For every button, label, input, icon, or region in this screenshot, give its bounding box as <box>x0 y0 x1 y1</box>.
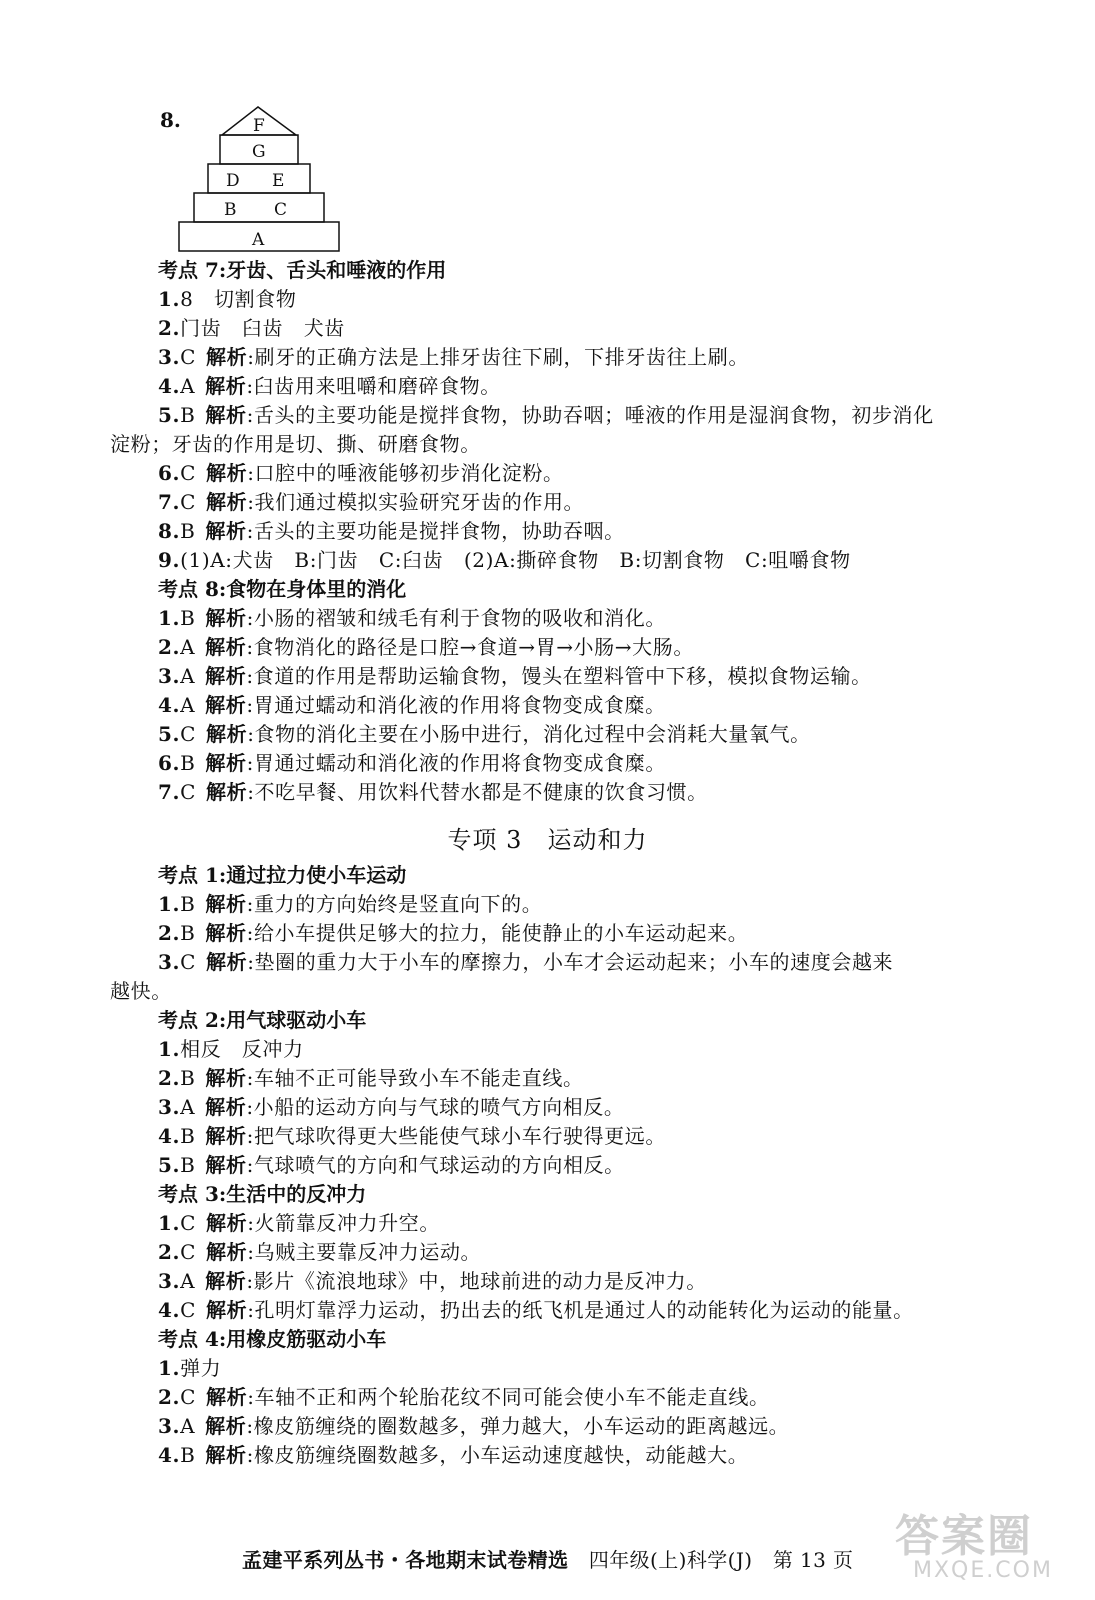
answer-line: 3.A 解析:橡皮筋缠绕的圈数越多，弹力越大，小车运动的距离越远。 <box>158 1414 790 1438</box>
section-heading: 考点 7:牙齿、舌头和唾液的作用 <box>158 258 447 282</box>
answer-line: 6.B 解析:胃通过蠕动和消化液的作用将食物变成食糜。 <box>158 751 666 775</box>
footer-page-number: 第 13 页 <box>772 1548 854 1572</box>
answer-line: 4.A 解析:臼齿用来咀嚼和磨碎食物。 <box>158 374 501 398</box>
footer-grade: 四年级(上)科学(J) <box>588 1548 753 1572</box>
answer-line: 9.(1)A:犬齿 B:门齿 C:臼齿 (2)A:撕碎食物 B:切割食物 C:咀嚼食物 <box>158 548 851 572</box>
section-heading: 考点 2:用气球驱动小车 <box>158 1008 367 1032</box>
answer-continuation: 淀粉；牙齿的作用是切、撕、研磨食物。 <box>110 432 481 456</box>
pyramid-label-b: B <box>224 200 237 220</box>
special-topic-title: 专项 3 运动和力 <box>447 826 648 854</box>
pyramid-label-f: F <box>253 116 265 136</box>
pyramid-row-bc <box>194 193 324 222</box>
answer-line: 3.A 解析:食道的作用是帮助运输食物，馒头在塑料管中下移，模拟食物运输。 <box>158 664 872 688</box>
answer-line: 3.A 解析:影片《流浪地球》中，地球前进的动力是反冲力。 <box>158 1269 707 1293</box>
answer-line: 3.C 解析:垫圈的重力大于小车的摩擦力，小车才会运动起来；小车的速度会越来 <box>158 950 894 974</box>
answer-line: 4.B 解析:橡皮筋缠绕圈数越多，小车运动速度越快，动能越大。 <box>158 1443 749 1467</box>
section-heading: 考点 1:通过拉力使小车运动 <box>158 863 407 887</box>
answer-line: 5.B 解析:气球喷气的方向和气球运动的方向相反。 <box>158 1153 625 1177</box>
answer-line: 4.B 解析:把气球吹得更大些能使气球小车行驶得更远。 <box>158 1124 666 1148</box>
pyramid-label-g: G <box>252 142 266 162</box>
answer-line: 6.C 解析:口腔中的唾液能够初步消化淀粉。 <box>158 461 564 485</box>
answer-line: 7.C 解析:我们通过模拟实验研究牙齿的作用。 <box>158 490 585 514</box>
answer-line: 1.相反 反冲力 <box>158 1037 304 1061</box>
answer-line: 3.A 解析:小船的运动方向与气球的喷气方向相反。 <box>158 1095 625 1119</box>
question-8-number: 8. <box>160 108 181 132</box>
answer-line: 2.A 解析:食物消化的路径是口腔→食道→胃→小肠→大肠。 <box>158 635 694 659</box>
answer-line: 1.B 解析:小肠的褶皱和绒毛有利于食物的吸收和消化。 <box>158 606 666 630</box>
pyramid-diagram <box>178 105 340 253</box>
answer-line: 1.C 解析:火箭靠反冲力升空。 <box>158 1211 440 1235</box>
answer-continuation: 越快。 <box>110 979 172 1003</box>
answer-line: 1.B 解析:重力的方向始终是竖直向下的。 <box>158 892 543 916</box>
answer-line: 2.C 解析:车轴不正和两个轮胎花纹不同可能会使小车不能走直线。 <box>158 1385 770 1409</box>
pyramid-row-de <box>208 164 310 193</box>
section-heading: 考点 4:用橡皮筋驱动小车 <box>158 1327 387 1351</box>
watermark-text: 答案圈 <box>895 1511 1033 1562</box>
pyramid-label-d: D <box>226 171 240 191</box>
section-heading: 考点 3:生活中的反冲力 <box>158 1182 367 1206</box>
footer-brand: 孟建平系列丛书・各地期末试卷精选 <box>242 1548 569 1572</box>
pyramid-label-a: A <box>252 230 265 250</box>
answer-line: 5.C 解析:食物的消化主要在小肠中进行，消化过程中会消耗大量氧气。 <box>158 722 811 746</box>
answer-line: 2.C 解析:乌贼主要靠反冲力运动。 <box>158 1240 482 1264</box>
watermark-url: MXQE.COM <box>913 1558 1053 1583</box>
answer-line: 1.8 切割食物 <box>158 287 297 311</box>
answer-line: 3.C 解析:刷牙的正确方法是上排牙齿往下刷，下排牙齿往上刷。 <box>158 345 749 369</box>
answer-line: 2.B 解析:给小车提供足够大的拉力，能使静止的小车运动起来。 <box>158 921 749 945</box>
answer-line: 7.C 解析:不吃早餐、用饮料代替水都是不健康的饮食习惯。 <box>158 780 708 804</box>
answer-line: 4.C 解析:孔明灯靠浮力运动，扔出去的纸飞机是通过人的动能转化为运动的能量。 <box>158 1298 914 1322</box>
watermark-logo <box>895 1500 1065 1588</box>
answer-line: 8.B 解析:舌头的主要功能是搅拌食物，协助吞咽。 <box>158 519 625 543</box>
answer-line: 5.B 解析:舌头的主要功能是搅拌食物，协助吞咽；唾液的作用是湿润食物，初步消化 <box>158 403 934 427</box>
pyramid-label-c: C <box>274 200 288 220</box>
pyramid-label-e: E <box>272 171 285 191</box>
answer-line: 4.A 解析:胃通过蠕动和消化液的作用将食物变成食糜。 <box>158 693 666 717</box>
answer-line: 2.B 解析:车轴不正可能导致小车不能走直线。 <box>158 1066 584 1090</box>
answer-line: 2.门齿 臼齿 犬齿 <box>158 316 345 340</box>
page-footer <box>242 1544 853 1573</box>
answer-line: 1.弹力 <box>158 1356 222 1380</box>
section-heading: 考点 8:食物在身体里的消化 <box>158 577 407 601</box>
